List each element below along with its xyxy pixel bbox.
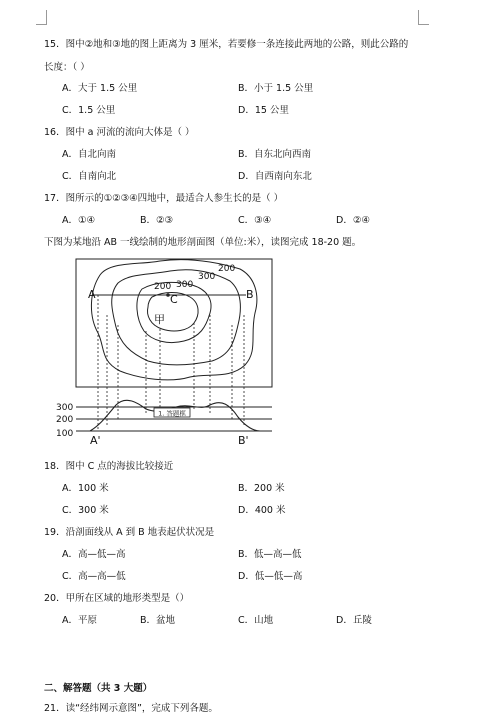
- q19-option-a[interactable]: A．高—低—高: [62, 549, 126, 560]
- q15-stem-cont: 长度：（ ）: [44, 62, 90, 73]
- profile-tick-100: 100: [56, 429, 74, 439]
- contour-label-1: 200: [154, 282, 172, 292]
- map-frame: [76, 259, 272, 387]
- q16-option-a[interactable]: A．自北向南: [62, 149, 116, 160]
- label-b: B: [246, 288, 254, 301]
- q16-option-c[interactable]: C．自南向北: [62, 171, 117, 182]
- corner-mark-left: [36, 10, 47, 25]
- q15-stem: 15．图中②地和③地的图上距离为 3 厘米，若要修一条连接此两地的公路，则此公路的: [44, 39, 409, 50]
- q17-option-c[interactable]: C．③④: [238, 215, 272, 226]
- section-2-title: 二、解答题（共 3 大题）: [44, 683, 153, 694]
- q16-stem: 16．图中 a 河流的流向大体是（ ）: [44, 127, 195, 138]
- contour-label-3: 300: [198, 272, 216, 282]
- terrain-profile-figure: [50, 255, 280, 450]
- q20-option-a[interactable]: A．平原: [62, 615, 97, 626]
- q18-stem: 18．图中 C 点的海拔比较接近: [44, 461, 174, 472]
- label-jia: 甲: [154, 313, 165, 326]
- q16-option-b[interactable]: B．自东北向西南: [238, 149, 312, 160]
- contour-label-2: 300: [176, 280, 194, 290]
- q15-option-b[interactable]: B．小于 1.5 公里: [238, 83, 314, 94]
- q18-option-a[interactable]: A．100 米: [62, 483, 109, 494]
- q15-option-c[interactable]: C．1.5 公里: [62, 105, 116, 116]
- profile-tick-300: 300: [56, 403, 74, 413]
- q18-option-d[interactable]: D．400 米: [238, 505, 286, 516]
- profile-tick-200: 200: [56, 415, 74, 425]
- q20-option-b[interactable]: B．盆地: [140, 615, 176, 626]
- q19-option-b[interactable]: B．低—高—低: [238, 549, 302, 560]
- contour-label-4: 200: [218, 264, 236, 274]
- label-a: A: [88, 288, 96, 301]
- label-a-prime: A': [90, 434, 101, 447]
- label-c: C: [170, 293, 178, 306]
- answer-box-label: 1. 答题框: [158, 409, 186, 418]
- q19-option-d[interactable]: D．低—低—高: [238, 571, 303, 582]
- section-intro: 下图为某地沿 AB 一线绘制的地形剖面图（单位:米），读图完成 18-20 题。: [44, 237, 362, 248]
- label-b-prime: B': [238, 434, 249, 447]
- q20-option-c[interactable]: C．山地: [238, 615, 274, 626]
- q17-option-d[interactable]: D．②④: [336, 215, 370, 226]
- q19-stem: 19．沿剖面线从 A 到 B 地表起伏状况是: [44, 527, 215, 538]
- q16-option-d[interactable]: D．自西南向东北: [238, 171, 312, 182]
- q15-option-d[interactable]: D．15 公里: [238, 105, 289, 116]
- q18-option-c[interactable]: C．300 米: [62, 505, 109, 516]
- q17-option-b[interactable]: B．②③: [140, 215, 174, 226]
- q15-option-a[interactable]: A．大于 1.5 公里: [62, 83, 138, 94]
- q17-stem: 17．图所示的①②③④四地中，最适合人参生长的是（ ）: [44, 193, 284, 204]
- corner-mark-right: [418, 10, 429, 25]
- q20-stem: 20．甲所在区域的地形类型是（）: [44, 593, 190, 604]
- q20-option-d[interactable]: D．丘陵: [336, 615, 372, 626]
- q18-option-b[interactable]: B．200 米: [238, 483, 285, 494]
- q19-option-c[interactable]: C．高—高—低: [62, 571, 126, 582]
- q17-option-a[interactable]: A．①④: [62, 215, 96, 226]
- q21-stem: 21．读“经纬网示意图”，完成下列各题。: [44, 703, 218, 714]
